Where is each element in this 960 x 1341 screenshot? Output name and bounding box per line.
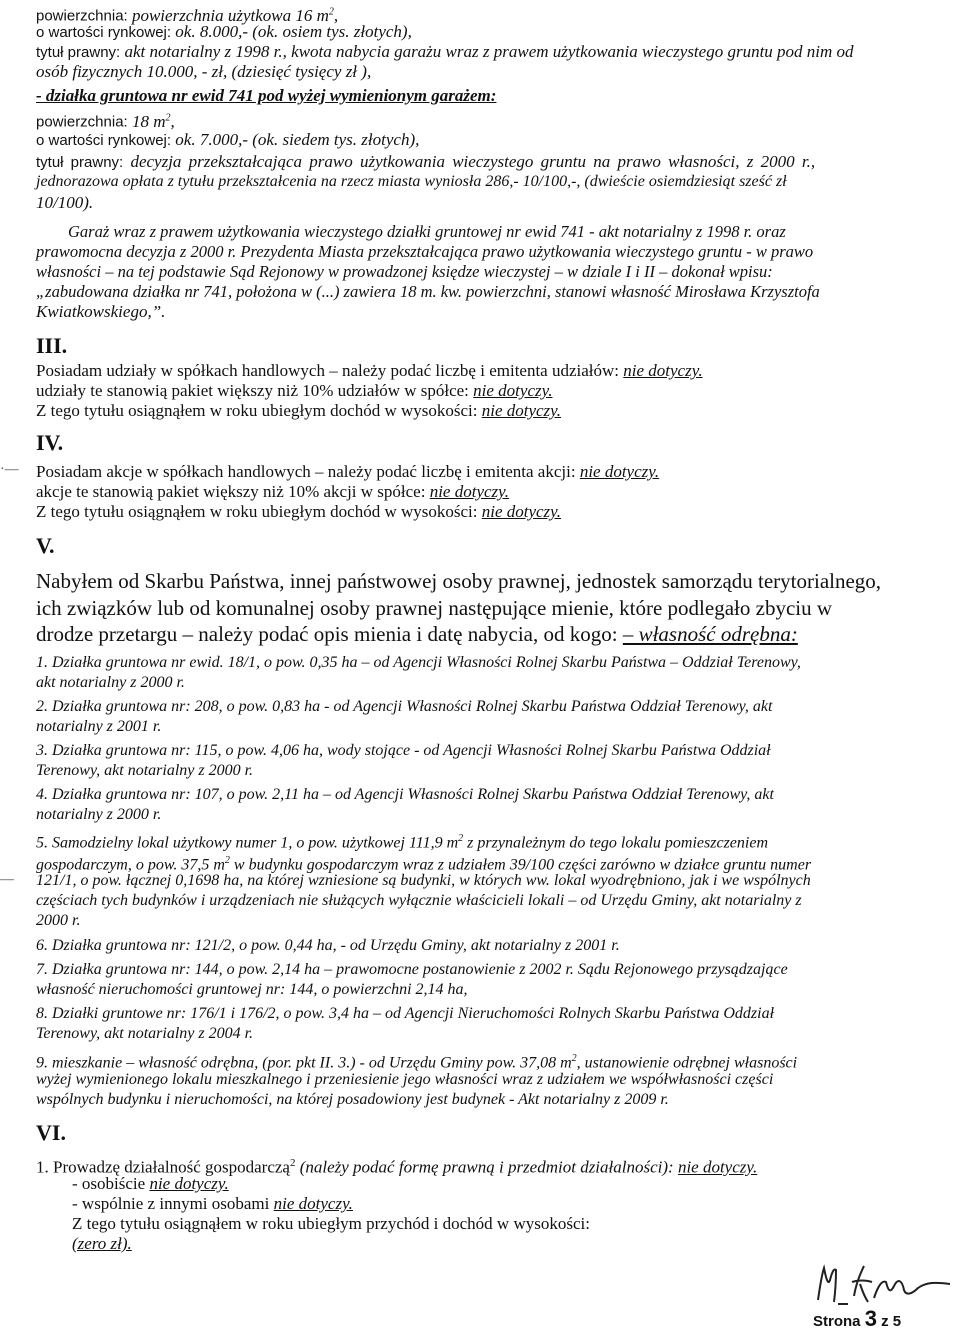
item-3-line-1: 3. Działka gruntowa nr: 115, o pow. 4,06 ha, wody stojące - od Agencji Własności Rolnej Skarbu Państwa Oddział (36, 742, 771, 759)
sec5-intro-2: ich związków lub od komunalnej osoby prawnej następujące mienie, które podlegało zbyciu w (36, 596, 833, 620)
item-2-line-1: 2. Działka gruntowa nr: 208, o pow. 0,83 ha - od Agencji Własności Rolnej Skarbu Państwa Oddział Terenowy, akt (36, 698, 773, 715)
item-4-line-1: 4. Działka gruntowa nr: 107, o pow. 2,11 ha – od Agencji Własności Rolnej Skarbu Państwa Oddział Terenowy, akt (36, 786, 774, 803)
line-area: powierzchnia: powierzchnia użytkowa 16 $m^2$, (36, 5, 339, 25)
margin-mark: ·— (0, 462, 19, 477)
item-4-line-2: notarialny z 2000 r. (36, 806, 162, 823)
section-4-number: IV. (36, 430, 64, 455)
item-3-line-2: Terenowy, akt notarialny z 2000 r. (36, 762, 254, 779)
sec5-intro-3: drodze przetargu – należy podać opis mienia i datę nabycia, od kogo: – własność odrębna: (36, 622, 798, 646)
sec5-intro-1: Nabyłem od Skarbu Państwa, innej państwowej osoby prawnej, jednostek samorządu terytorialnego, (36, 569, 882, 593)
item-5-line-2: gospodarczym, o pow. 37,5 $m^2$ w budynku gospodarczym wraz z udziałem 39/100 części zarówno w działce gruntu numer (36, 855, 812, 874)
para-line-1: Garaż wraz z prawem użytkowania wieczystego działki gruntowej nr ewid 741 - akt notarialny z 1998 r. oraz (68, 222, 786, 241)
line-title: tytuł prawny: akt notarialny z 1998 r., kwota nabycia garażu wraz z prawem użytkowania wieczystego gruntu pod nim od (36, 42, 854, 61)
item-5-line-1: 5. Samodzielny lokal użytkowy numer 1, o pow. użytkowej 111,9 $m^2$ z przynależnym do tego lokalu pomieszczeniem (36, 833, 768, 852)
line-fee-end: 10/100). (36, 193, 94, 212)
item-8-line-2: Terenowy, akt notarialny z 2004 r. (36, 1025, 254, 1042)
item-5-line-3: 121/1, o pow. łącznej 0,1698 ha, na której wzniesione są budynki, w których ww. lokal wyodrębniono, jak i we wspólnych (36, 872, 811, 889)
sec6-row-4: Z tego tytułu osiągnąłem w roku ubiegłym przychód i dochód w wysokości: (72, 1214, 590, 1233)
sec3-row-2: udziały te stanowią pakiet większy niż 10% udziałów w spółce: nie dotyczy. (36, 381, 553, 400)
sec6-row-1: 1. Prowadzę działalność gospodarczą$^2$ (należy podać formę prawną i przedmiot działalności): nie dotyczy. (36, 1157, 758, 1177)
sec3-row-1: Posiadam udziały w spółkach handlowych – należy podać liczbę i emitenta udziałów: nie dotyczy. (36, 361, 703, 380)
item-7-line-2: własność nieruchomości gruntowej nr: 144, o powierzchni 2,14 ha, (36, 981, 468, 998)
sec3-row-3: Z tego tytułu osiągnąłem w roku ubiegłym dochód w wysokości: nie dotyczy. (36, 401, 562, 420)
margin-mark-2: — (0, 872, 14, 887)
section-5-number: V. (36, 533, 55, 558)
item-5-line-4: częściach tych budynków i urządzeniach nie służących wyłącznie właścicieli lokali – od Urzędu Gminy, akt notarialny z (36, 892, 802, 909)
item-1-line-1: 1. Działka gruntowa nr ewid. 18/1, o pow. 0,35 ha – od Agencji Własności Rolnej Skarbu Państwa – Oddział Terenowy, (36, 654, 801, 671)
line-title-2: tytuł prawny: decyzja przekształcająca prawo użytkowania wieczystego gruntu na prawo własności, z 2000 r., (36, 152, 816, 171)
para-line-4: „zabudowana działka nr 741, położona w (...) zawiera 18 m. kw. powierzchni, stanowi własność Mirosława Krzysztofa (36, 282, 820, 301)
item-2-line-2: notarialny z 2001 r. (36, 718, 162, 735)
section-3-number: III. (36, 333, 68, 358)
sec4-row-1: Posiadam akcje w spółkach handlowych – należy podać liczbę i emitenta akcji: nie dotyczy. (36, 462, 660, 481)
item-9-line-3: wspólnych budynku i nieruchomości, na której posadowiony jest budynek - Akt notarialny z 2009 r. (36, 1091, 669, 1108)
sec6-row-3: - wspólnie z innymi osobami nie dotyczy. (72, 1194, 353, 1213)
item-8-line-1: 8. Działki gruntowe nr: 176/1 i 176/2, o pow. 3,4 ha – od Agencji Nieruchomości Rolnych Skarbu Państwa Oddział (36, 1005, 775, 1022)
area-value: powierzchnia użytkowa 16 $m^2$, (131, 5, 339, 25)
section-6-number: VI. (36, 1120, 66, 1145)
plot-heading: - działka gruntowa nr ewid 741 pod wyżej wymienionym garażem: (36, 86, 497, 105)
line-fee: jednorazowa opłata z tytułu przekształcenia na rzecz miasta wyniosła 286,- 10/100,-, (dwieście osiemdziesiąt sześć zł (36, 173, 787, 190)
line-area-2: powierzchnia: 18 $m^2$, (36, 111, 175, 131)
line-purchase: osób fizycznych 10.000, - zł, (dziesięć tysięcy zł ), (36, 62, 372, 81)
line-value-2: o wartości rynkowej: ok. 7.000,- (ok. siedem tys. złotych), (36, 130, 420, 149)
sec6-row-5: (zero zł). (72, 1234, 132, 1253)
page-number: Strona 3 z 5 (813, 1306, 902, 1331)
item-9-line-2: wyżej wymienionego lokalu mieszkalnego i przeniesienie jego własności wraz z udziałem we współwłasności części (36, 1071, 774, 1088)
line-value: o wartości rynkowej: ok. 8.000,- (ok. osiem tys. złotych), (36, 22, 412, 41)
sec4-row-2: akcje te stanowią pakiet większy niż 10% akcji w spółce: nie dotyczy. (36, 482, 510, 501)
item-1-line-2: akt notarialny z 2000 r. (36, 674, 185, 691)
sec4-row-3: Z tego tytułu osiągnąłem w roku ubiegłym dochód w wysokości: nie dotyczy. (36, 502, 562, 521)
item-5-line-5: 2000 r. (36, 912, 81, 929)
sec6-row-2: - osobiście nie dotyczy. (72, 1174, 229, 1193)
para-line-5: Kwiatkowskiego,”. (36, 302, 166, 321)
handwritten-signature (808, 1256, 958, 1316)
item-9-line-1: 9. mieszkanie – własność odrębna, (por. pkt II. 3.) - od Urzędu Gminy pow. 37,08 $m^2$, ustanowienie odrębnej własności (36, 1053, 798, 1072)
para-line-2: prawomocna decyzja z 2000 r. Prezydenta Miasta przekształcająca prawo użytkowania wieczystego gruntu - w prawo (36, 242, 814, 261)
item-6: 6. Działka gruntowa nr: 121/2, o pow. 0,44 ha, - od Urzędu Gminy, akt notarialny z 2001 r. (36, 937, 620, 954)
para-line-3: własności – na tej podstawie Sąd Rejonowy w prowadzonej księdze wieczystej – w dziale I i II – dokonał wpisu: (36, 262, 773, 281)
item-7-line-1: 7. Działka gruntowa nr: 144, o pow. 2,14 ha – prawomocne postanowienie z 2002 r. Sądu Rejonowego przysądzające (36, 961, 788, 978)
